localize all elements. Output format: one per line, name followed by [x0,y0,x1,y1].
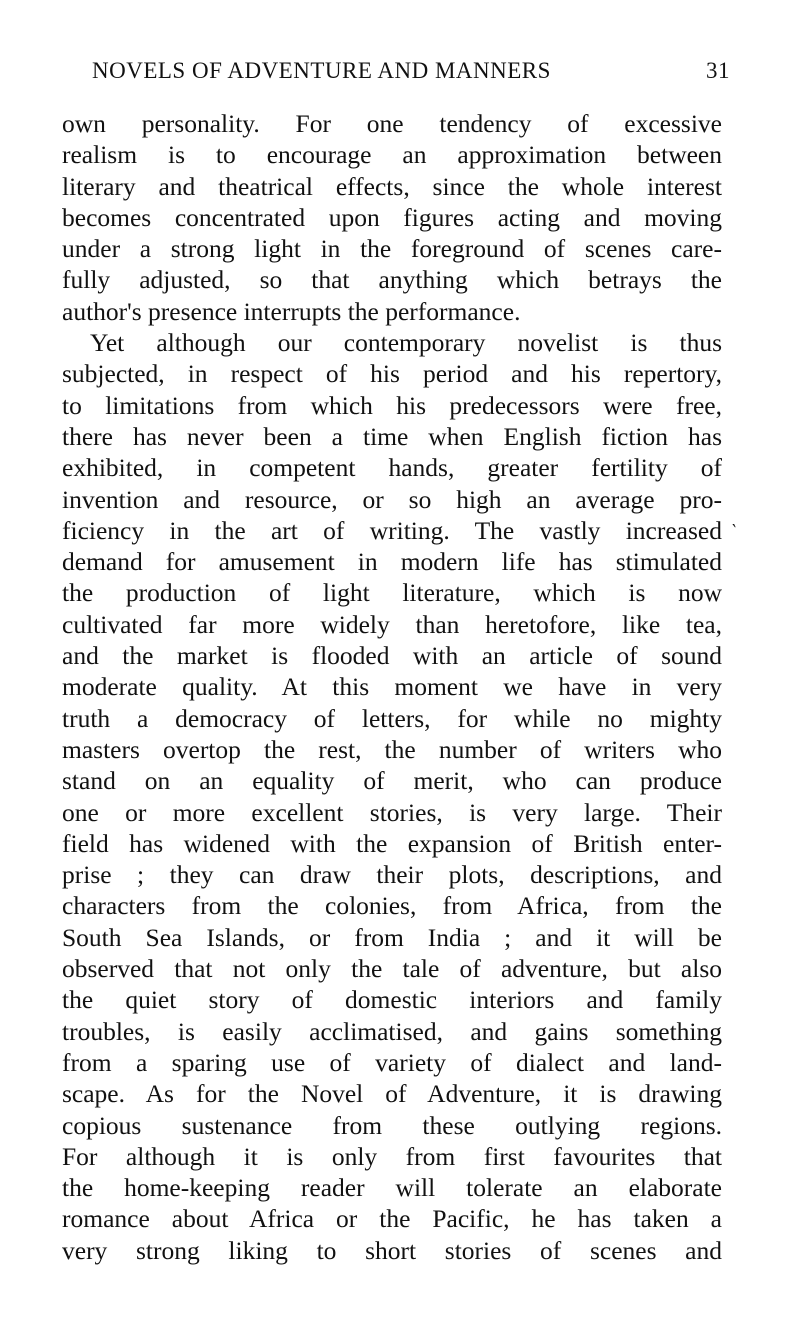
text-line: under a strong light in the foreground of scenes care- [62,234,722,264]
text-line: the production of light literature, which is now [62,578,722,608]
running-header [92,58,730,84]
text-line: literary and theatrical effects, since the whole interest [62,171,722,201]
text-line: invention and resource, or so high an average pro- [62,484,722,514]
text-line: cultivated far more widely than heretofore, like tea, [62,609,722,639]
text-line: becomes concentrated upon figures acting and moving [62,202,722,232]
margin-mark: ‵ [732,521,737,541]
text-line: South Sea Islands, or from India ; and it will be [62,922,722,952]
text-line: and the market is flooded with an article of sound [62,641,722,671]
text-line: For although it is only from first favourites that [62,1141,722,1171]
text-line: the home-keeping reader will tolerate an elaborate [62,1173,722,1203]
text-line: demand for amusement in modern life has stimulated [62,547,722,577]
text-line: troubles, is easily acclimatised, and gains something [62,1016,722,1046]
text-line: observed that not only the tale of adventure, but also [62,954,722,984]
text-line: copious sustenance from these outlying regions. [62,1110,722,1140]
text-line: characters from the colonies, from Africa, from the [62,891,722,921]
text-line: romance about Africa or the Pacific, he has taken a [62,1204,722,1234]
page-number: 31 [706,58,730,83]
text-line: very strong liking to short stories of scenes and [62,1235,722,1265]
text-line: the quiet story of domestic interiors and family [62,985,722,1015]
text-line: realism is to encourage an approximation between [62,140,722,170]
text-line: scape. As for the Novel of Adventure, it is drawing [62,1079,722,1109]
text-line: there has never been a time when English fiction has [62,421,722,451]
text-line: prise ; they can draw their plots, descriptions, and [62,860,722,890]
text-line: Yet although our contemporary novelist is thus [90,328,722,358]
text-line: author's presence interrupts the performance. [62,296,521,326]
text-line: moderate quality. At this moment we have in very [62,672,722,702]
page-body-text [62,108,722,1266]
text-line: truth a democracy of letters, for while no mighty [62,703,722,733]
text-line: subjected, in respect of his period and his repertory, [62,359,722,389]
text-line: to limitations from which his predecessors were free, [62,390,722,420]
text-line: exhibited, in competent hands, greater fertility of [62,453,722,483]
text-line: field has widened with the expansion of British enter- [62,828,722,858]
running-title: NOVELS OF ADVENTURE AND MANNERS [92,58,551,83]
text-line: own personality. For one tendency of excessive [62,109,722,138]
text-line: masters overtop the rest, the number of writers who [62,734,722,764]
text-line: ficiency in the art of writing. The vastly increased [62,515,722,545]
text-line: one or more excellent stories, is very large. Their [62,797,722,827]
text-line: stand on an equality of merit, who can produce [62,766,722,796]
text-line: fully adjusted, so that anything which betrays the [62,265,722,295]
text-line: from a sparing use of variety of dialect and land- [62,1047,722,1077]
